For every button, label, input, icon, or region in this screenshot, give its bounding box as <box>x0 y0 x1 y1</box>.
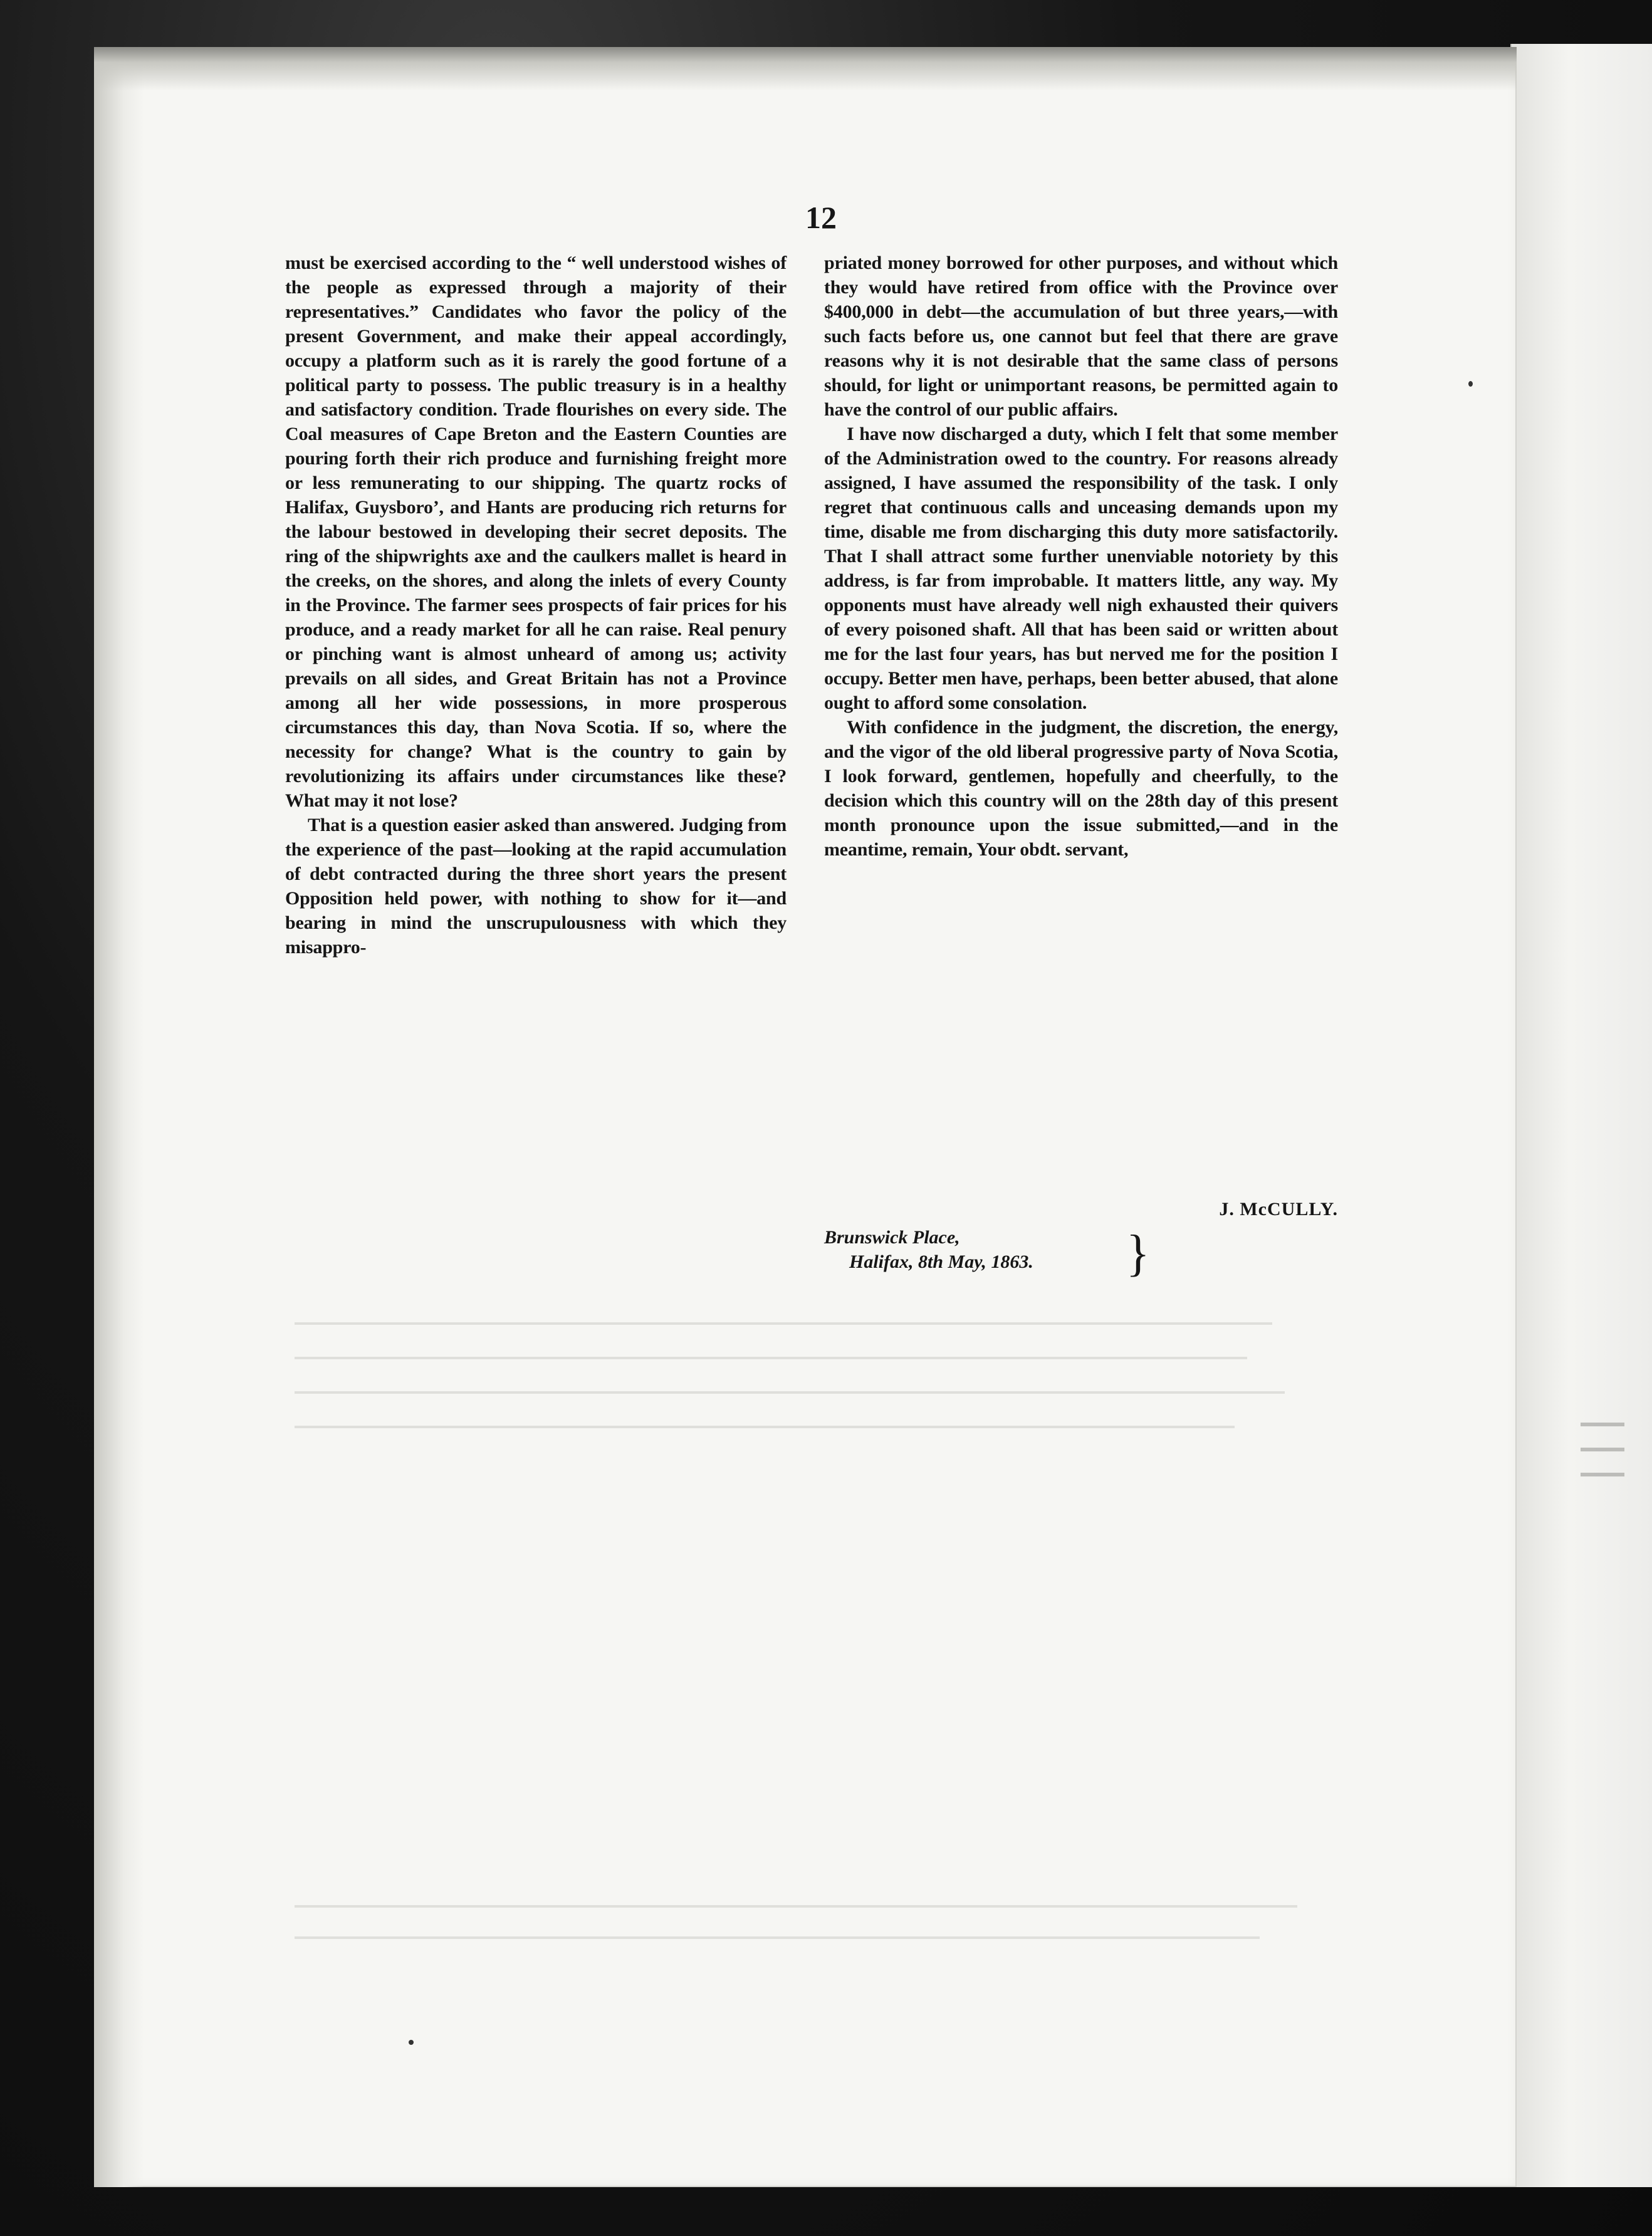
right-paragraph-3: With confidence in the judgment, the discretion, the energy, and the vigor of the old liberal progressive party of Nova Scotia, I look forward, gentlemen, hopefully and cheerfully, to the decision which this country will on the 28th day of this present month pronounce upon the issue submitted,—and in the meantime, remain, Your obdt. servant, <box>824 717 1338 860</box>
brace-glyph: } <box>1126 1223 1150 1282</box>
adjacent-page-edge <box>1510 44 1652 2187</box>
show-through-line <box>295 1905 1297 1908</box>
dateline <box>824 1225 1338 1274</box>
show-through-line <box>295 1426 1235 1428</box>
right-paragraph-2: I have now discharged a duty, which I felt that some member of the Administration owed to the country. For reasons already assigned, I have assumed the responsibility of the task. I only regret that continuous calls and unceasing demands upon my time, disable me from discharging this duty more satisfactorily. That I shall attract some further unenviable notoriety by this address, is far from improbable. It matters little, any way. My opponents must have already well nigh exhausted their quivers of every poisoned shaft. All that has been said or written about me for the last four years, has but nerved me for the position I occupy. Better men have, perhaps, been better abused, that alone ought to afford some consolation. <box>824 424 1338 713</box>
show-through-line <box>295 1322 1272 1325</box>
left-paragraph-1: must be exercised according to the “ well understood wishes of the people as expressed through a majority of their representatives.” Candidates who favor the policy of the present Government, and make their appeal accordingly, occupy a platform such as it is rarely the good fortune of a political party to possess. The public treasury is in a healthy and satisfactory condition. Trade flourishes on every side. The Coal measures of Cape Breton and the Eastern Counties are pouring forth their rich produce and furnishing freight more or less remunerating to our shipping. The quartz rocks of Halifax, Guysboro’, and Hants are producing rich returns for the labour bestowed in developing their secret deposits. The ring of the shipwrights axe and the caulkers mallet is heard in the creeks, on the shores, and along the inlets of every County in the Province. The farmer sees prospects of fair prices for his produce, and a ready market for all he can raise. Real penury or pinching want is almost unheard of among us; activity prevails on all sides, and Great Britain has not a Province among all her wide possessions, in more prosperous circumstances this day, than Nova Scotia. If so, where the necessity for change? What is the country to gain by revolutionizing its affairs under circumstances like these? What may it not lose? <box>285 253 787 811</box>
right-paragraph-1: priated money borrowed for other purposes, and without which they would have retired from office with the Province over $400,000 in debt—the accumulation of but three years,—with such facts before us, one cannot but feel that there are grave reasons why it is not desirable that the same class of persons should, for light or unimportant reasons, be permitted again to have the control of our public affairs. <box>824 253 1338 420</box>
adjacent-page-mark <box>1581 1423 1624 1426</box>
address-line-2: Halifax, 8th May, 1863. <box>849 1251 1033 1272</box>
paper-speck <box>1468 381 1473 387</box>
paper-speck <box>409 2040 414 2045</box>
adjacent-page-mark <box>1581 1473 1624 1476</box>
show-through-line <box>295 1936 1260 1939</box>
right-text-column <box>824 251 1338 862</box>
address-line-1: Brunswick Place, <box>824 1227 960 1248</box>
left-text-column <box>285 251 787 959</box>
adjacent-page-mark <box>1581 1448 1624 1451</box>
show-through-line <box>295 1357 1247 1359</box>
show-through-line <box>295 1391 1285 1394</box>
signature: J. McCULLY. <box>1219 1199 1338 1220</box>
page-number: 12 <box>805 200 837 235</box>
left-paragraph-2: That is a question easier asked than answered. Judging from the experience of the past—looking at the rapid accumulation of debt contracted during the three short years the present Opposition held power, with nothing to show for it—and bearing in mind the unscrupulousness with which they misappro- <box>285 815 787 958</box>
